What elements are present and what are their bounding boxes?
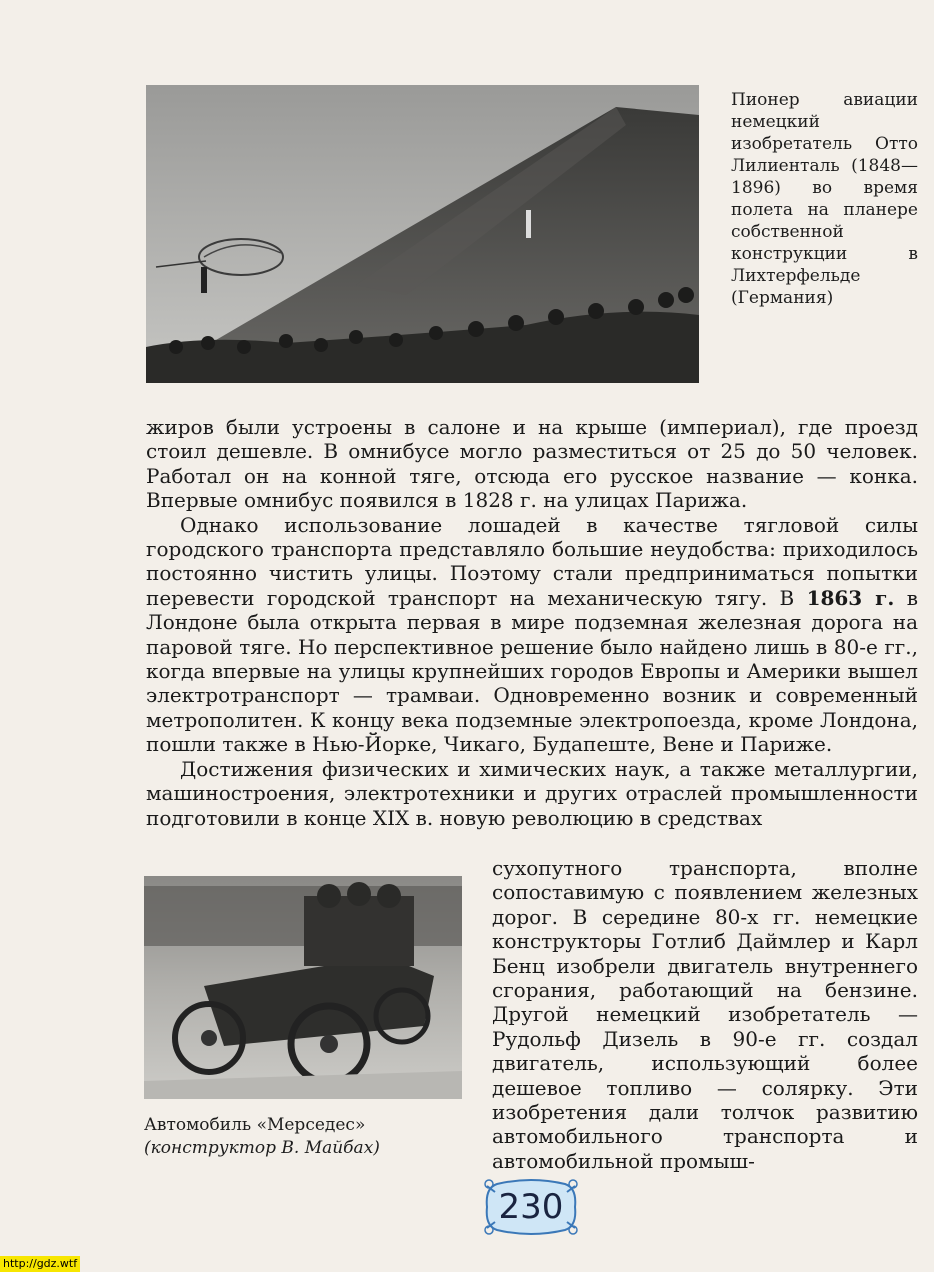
paragraph-urban-transport-start: Однако использование лошадей в качестве тягловой силы городского транспорта представляло большие неудобства: приходилось постоянно чистить улицы. Поэтому стали предприниматься попытки перевести городской транспорт на механическую тягу. В: [146, 512, 918, 610]
paragraph-urban-transport-end: в Лондоне была открыта первая в мире подземная железная дорога на паровой тяге. Но перспективное решение было найдено лишь в 80-е гг., когда впервые на улицы крупнейших городов Европы и Америки вышел электротранспорт — трамваи. Одновременно возник и современный метрополитен. К концу века подземные электропоезда, кроме Лондона, пошли также в Нью-Йорке, Чикаго, Будапеште, Вене и Париже.: [146, 585, 918, 757]
main-text-right: [492, 856, 918, 1173]
paragraph-omnibus: жиров были устроены в салоне и на крыше (империал), где проезд стоил дешевле. В омнибусе могло разместиться от 25 до 50 человек. Работал он на конной тяге, отсюда его русское название — конка. Впервые омнибус появился в 1828 г. на улицах Парижа.: [146, 415, 918, 513]
glider-photo: [146, 85, 699, 383]
car-caption-italic: (конструктор В. Майбах): [144, 1138, 380, 1158]
car-caption-text: Автомобиль «Мерседес»: [144, 1115, 366, 1135]
watermark-link[interactable]: http://gdz.wtf: [0, 1256, 80, 1272]
glider-caption-text: Пионер авиации немецкий изобретатель Отто Лилиенталь (1848—1896) во время полета на планере собственной конструкции в Лихтерфельде (Германия): [731, 90, 918, 308]
paragraph-achievements-rest: сухопутного транспорта, вполне сопоставимую с появлением железных дорог. В середине 80-х гг. немецкие конструкторы Готлиб Даймлер и Карл Бенц изобрели двигатель внутреннего сгорания, работающий на бензине. Другой немецкий изобретатель — Рудольф Дизель в 90-е гг. создал двигатель, использующий более дешевое топливо — солярку. Эти изобретения дали толчок развитию автомобильного транспорта и автомобильной промыш-: [492, 856, 918, 1173]
car-photo-image: [144, 876, 462, 1099]
car-caption: [144, 1114, 460, 1160]
paragraph-achievements-start: Достижения физических и химических наук, а также металлургии, машиностроения, электротехники и других отраслей промышленности подготовили в конце XIX в. новую революцию в средствах: [146, 756, 918, 830]
car-photo: [144, 876, 462, 1099]
glider-photo-image: [146, 85, 699, 383]
page-number-badge: [483, 1178, 579, 1236]
paragraph-urban-transport: [146, 513, 918, 757]
glider-caption: [731, 89, 918, 309]
page-number: 230: [498, 1187, 564, 1227]
year-1863: 1863 г.: [806, 585, 895, 610]
main-text-top: [146, 415, 918, 830]
